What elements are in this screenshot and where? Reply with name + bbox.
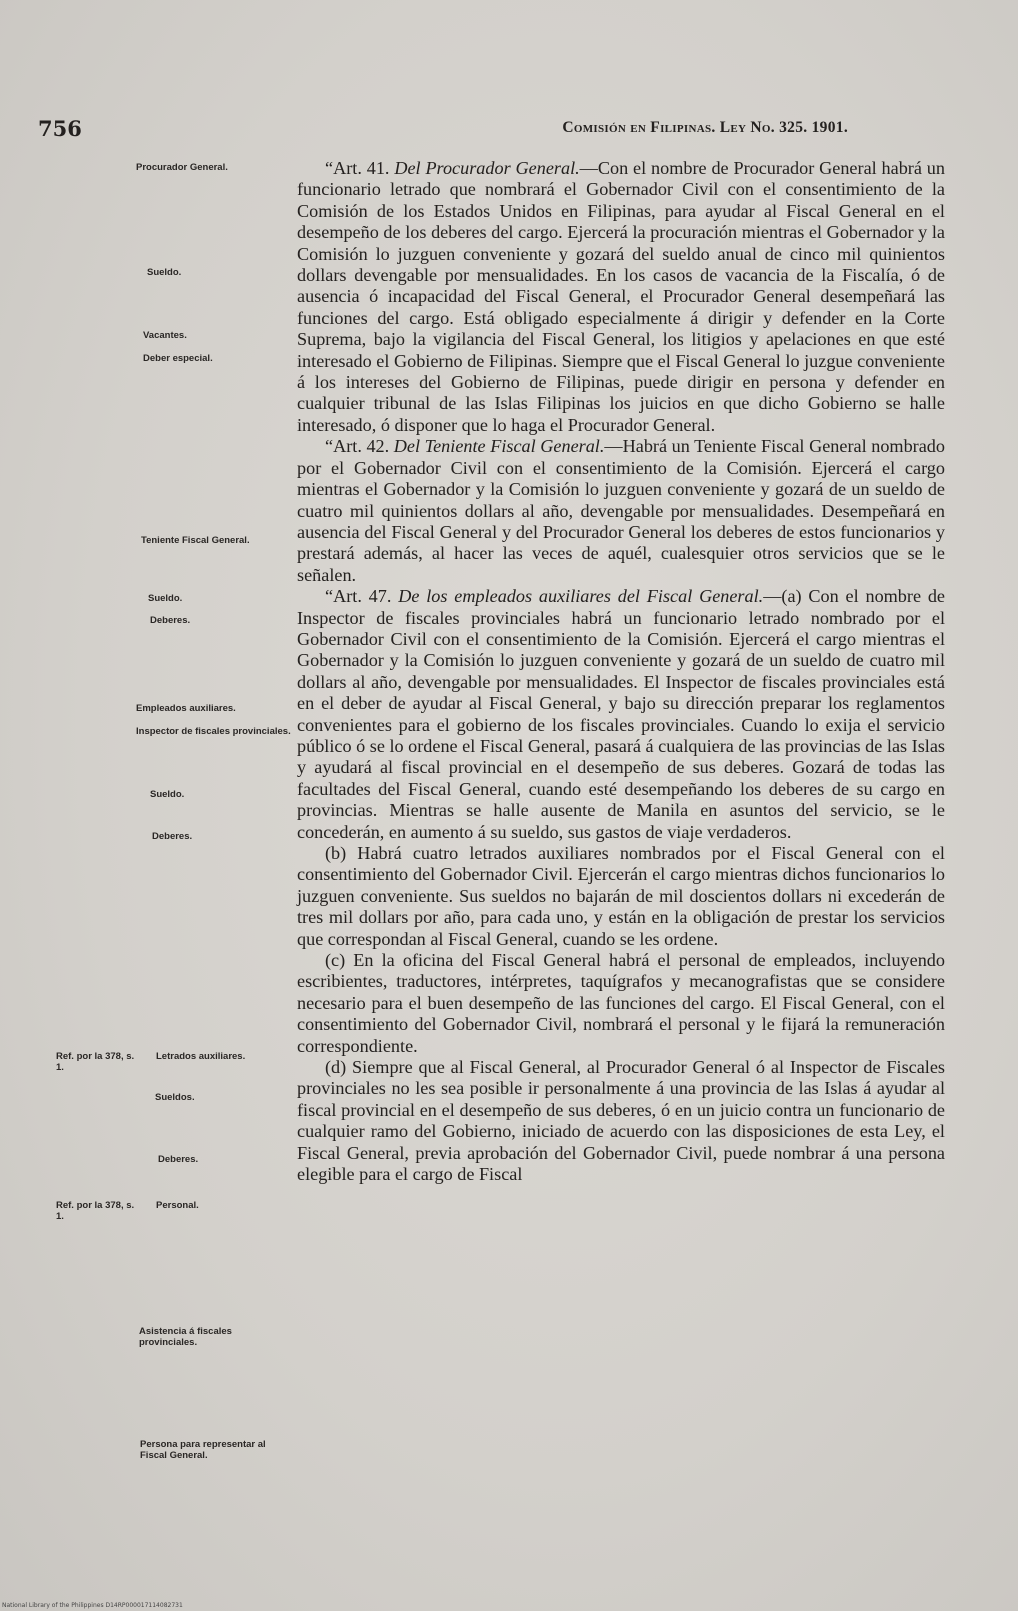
margin-note-deberes: Deberes.	[152, 831, 193, 842]
margin-note-reference: Ref. por la 378, s. 1.	[56, 1051, 135, 1073]
margin-note-asistencia: Asistencia á fiscales provinciales.	[139, 1326, 232, 1348]
running-head: Comisión en Filipinas. Ley No. 325. 1901.	[562, 119, 848, 136]
page-header	[38, 116, 848, 146]
article-42-title: Del Teniente Fiscal General.	[393, 436, 605, 457]
article-41-text: —Con el nombre de Procurador General habrá un funcionario letrado que nombrará el Gobernador Civil con el consentimiento de la Comisión de los Estados Unidos en Filipinas, para ayudar al Fiscal General en el desempeño de los deberes del cargo. Ejercerá la procuración mientras el Gobernador y la Comisión lo juzguen conveniente y gozará del sueldo anual de cinco mil quinientos dollars devengable por mensualidades. En los casos de vacancia de la Fiscalía, ó de ausencia ó incapacidad del Fiscal General, el Procurador General desempeñará las funciones del cargo. Está obligado especialmente á dirigir y defender en la Corte Suprema, bajo la vigilancia del Fiscal General, los litigios y apelaciones en que esté interesado el Gobierno de Filipinas. Siempre que el Fiscal General lo juzgue conveniente á los intereses del Gobierno de Filipinas, puede dirigir en persona y defender en cualquier tribunal de las Islas Filipinas los juicios en que dicho Gobierno se halle interesado, ó disponer que lo haga el Procurador General.	[297, 158, 945, 435]
article-41-title: Del Procurador General.	[394, 158, 580, 178]
article-47-title: De los empleados auxiliares del Fiscal General.	[398, 586, 764, 607]
margin-note-procurador-general: Procurador General.	[136, 162, 228, 173]
scan-footer: National Library of the Philippines D14RP000017114082731	[2, 1602, 183, 1609]
article-42-number: “Art. 42.	[325, 436, 394, 457]
margin-note-teniente-fiscal: Teniente Fiscal General.	[141, 535, 250, 546]
margin-note-deber-especial: Deber especial.	[143, 353, 213, 364]
margin-note-sueldo: Sueldo.	[148, 593, 183, 604]
margin-note-letrados-auxiliares: Letrados auxiliares.	[156, 1051, 246, 1062]
article-42-text: —Habrá un Teniente Fiscal General nombrado por el Gobernador Civil con el consentimiento de la Comisión. Ejercerá el cargo mientras el Gobernador y la Comisión lo juzguen conveniente y gozará de un sueldo de cuatro mil quinientos dollars al año, devengable por mensualidades. Desempeñará en ausencia del Fiscal General y del Procurador General los deberes de estos funcionarios y prestará además, al hacer las veces de aquél, cualesquier otros servicios que se le señalen.	[297, 436, 945, 585]
margin-note-reference: Ref. por la 378, s. 1.	[56, 1200, 135, 1222]
margin-note-inspector-fiscales: Inspector de fiscales provinciales.	[136, 726, 291, 737]
margin-note-vacantes: Vacantes.	[143, 330, 187, 341]
margin-note-personal: Personal.	[156, 1200, 199, 1211]
article-42	[297, 436, 945, 586]
page-number: 756	[38, 116, 82, 141]
margin-note-deberes: Deberes.	[150, 615, 191, 626]
margin-note-sueldos: Sueldos.	[155, 1092, 195, 1103]
paragraph-c: (c) En la oficina del Fiscal General habrá el personal de empleados, incluyendo escribientes, traductores, intérpretes, taquígrafos y mecanografistas que se considere necesario para el buen desempeño de las funciones del cargo. El Fiscal General, con el consentimiento del Gobernador Civil, nombrará el personal y le fijará la remuneración correspondiente.	[297, 950, 945, 1056]
margin-note-persona-representar: Persona para representar al Fiscal General.	[140, 1439, 266, 1461]
paragraph-d: (d) Siempre que al Fiscal General, al Procurador General ó al Inspector de Fiscales provinciales no les sea posible ir personalmente á una provincia de las Islas á ayudar al fiscal provincial en el desempeño de sus deberes, ó en un juicio contra un funcionario de cualquier ramo del Gobierno, iniciado de acuerdo con las disposiciones de esta Ley, el Fiscal General, previa aprobación del Gobernador Civil, puede nombrar á una persona elegible para el cargo de Fiscal	[297, 1057, 945, 1185]
article-47-text: —(a) Con el nombre de Inspector de fiscales provinciales habrá un funcionario letrado nombrado por el Gobernador Civil con el consentimiento de la Comisión. Ejercerá el cargo mientras el Gobernador y la Comisión lo juzguen conveniente y gozará de un sueldo de cuatro mil dollars al año, devengable por mensualidades. El Inspector de fiscales provinciales está en el deber de ayudar al Fiscal General, y bajo su dirección preparar los reglamentos convenientes para el gobierno de los fiscales provinciales. Cuando lo exija el servicio público ó se lo ordene el Fiscal General, pasará á cualquiera de las provincias de las Islas y ayudará al fiscal provincial en el desempeño de sus deberes. Gozará de todas las facultades del Fiscal General, cuando esté desempeñando los deberes de su cargo en provincias. Mientras se halle ausente de Manila en asuntos del servicio, se le concederán, en aumento á su sueldo, sus gastos de viaje verdaderos.	[297, 586, 946, 842]
margin-note-sueldo: Sueldo.	[147, 267, 182, 278]
body-text	[297, 158, 945, 1186]
paragraph-b: (b) Habrá cuatro letrados auxiliares nombrados por el Fiscal General con el consentimiento del Gobernador Civil. Ejercerán el cargo mientras dichos funcionarios lo juzguen conveniente. Sus sueldos no bajarán de mil doscientos dollars ni excederán de tres mil dollars por año, para cada uno, y están en la obligación de prestar los servicios que correspondan al Fiscal General, cuando se les ordene.	[297, 843, 945, 949]
margin-note-deberes: Deberes.	[158, 1154, 199, 1165]
article-47	[297, 586, 945, 843]
article-41-number: “Art. 41.	[325, 158, 395, 178]
margin-note-sueldo: Sueldo.	[150, 789, 185, 800]
margin-note-empleados-auxiliares: Empleados auxiliares.	[136, 703, 236, 714]
article-47-number: “Art. 47.	[325, 586, 399, 607]
article-41	[297, 158, 945, 436]
